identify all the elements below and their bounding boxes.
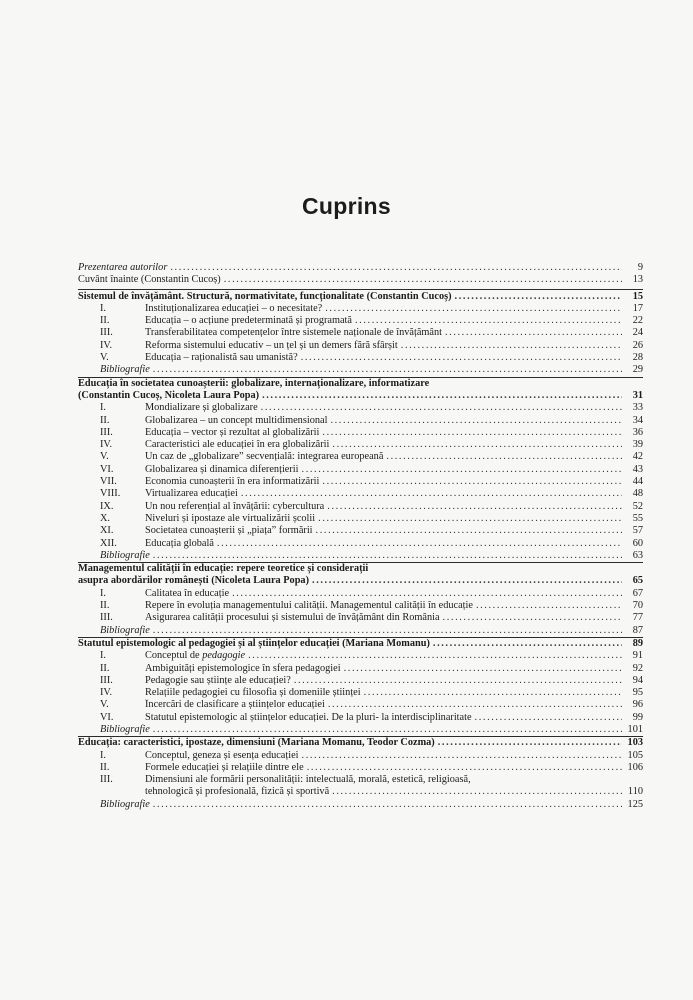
bibliography-label: Bibliografie (100, 549, 150, 561)
section-number: VI. (100, 711, 114, 723)
dot-leader (438, 737, 622, 749)
dot-leader (318, 513, 622, 525)
section-entry (78, 687, 643, 699)
section-number: VIII. (100, 488, 121, 500)
page-number: 65 (632, 575, 643, 587)
dot-leader (241, 488, 622, 500)
section-number: III. (100, 674, 113, 686)
section-title: Niveluri și ipostaze ale virtualizării școlii (145, 512, 316, 524)
dot-leader (344, 663, 622, 675)
section-number: IV. (100, 687, 113, 699)
dot-leader (294, 675, 622, 687)
section-entry (78, 699, 643, 711)
section-number: III. (100, 327, 113, 339)
page-number: 43 (632, 463, 643, 475)
section-number: VI. (100, 463, 114, 475)
page-number: 55 (632, 512, 643, 524)
dot-leader (401, 340, 622, 352)
section-entry (78, 501, 643, 513)
dot-leader (476, 600, 622, 612)
page-number: 13 (632, 274, 643, 286)
chapter-title: (Constantin Cucoș, Nicoleta Laura Popa) (78, 389, 260, 401)
dot-leader (217, 538, 622, 550)
section-entry (78, 675, 643, 687)
page-number: 39 (632, 439, 643, 451)
page-number: 17 (632, 302, 643, 314)
bibliography-label: Bibliografie (100, 364, 150, 376)
page-number: 67 (632, 587, 643, 599)
section-entry-continued (78, 786, 643, 798)
table-of-contents (78, 262, 643, 811)
dot-leader (307, 762, 622, 774)
section-entry (78, 451, 643, 463)
dot-leader (445, 327, 622, 339)
bibliography-entry (78, 799, 643, 811)
section-entry (78, 600, 643, 612)
dot-leader (433, 638, 622, 650)
dot-leader (153, 799, 622, 811)
section-title: Educația – o acțiune predeterminată și programată (145, 315, 352, 327)
section-title: Asigurarea calității procesului și sistemului de învățământ din România (145, 612, 440, 624)
section-number: II. (100, 600, 110, 612)
section-entry (78, 650, 643, 662)
section-number: I. (100, 650, 107, 662)
page-number: 34 (632, 414, 643, 426)
section-title: Educația – raționalistă sau umanistă? (145, 352, 298, 364)
dot-leader (153, 550, 622, 562)
section-title: Caracteristici ale educației în era globalizării (145, 439, 330, 451)
page-number: 95 (632, 687, 643, 699)
page-number: 48 (632, 488, 643, 500)
section-number: II. (100, 662, 110, 674)
page-title: Cuprins (302, 193, 391, 219)
page-number: 99 (632, 711, 643, 723)
page-number: 42 (632, 451, 643, 463)
section-number: VII. (100, 476, 117, 488)
section-title: Mondializare și globalizare (145, 402, 258, 414)
dot-leader (312, 575, 622, 587)
dot-leader (386, 451, 622, 463)
section-title: Instituționalizarea educației – o necesitate? (145, 302, 323, 314)
dot-leader (475, 712, 622, 724)
section-title: Economia cunoașterii în era informatizării (145, 476, 320, 488)
bibliography-entry (78, 625, 643, 637)
section-title: Virtualizarea educației (145, 488, 238, 500)
page-number: 24 (632, 327, 643, 339)
section-entry (78, 663, 643, 675)
dot-leader (332, 786, 622, 798)
page-number: 15 (632, 290, 643, 302)
dot-leader (328, 699, 622, 711)
section-entry (78, 303, 643, 315)
section-number: III. (100, 612, 113, 624)
page-number: 103 (627, 737, 643, 749)
section-title: Relațiile pedagogiei cu filosofia și domeniile științei (145, 687, 361, 699)
section-number: III. (100, 426, 113, 438)
front-entry (78, 274, 643, 286)
section-title: Societatea cunoașterii și „piața” formării (145, 525, 313, 537)
page-number: 96 (632, 699, 643, 711)
section-title: Globalizarea – un concept multidimensional (145, 414, 328, 426)
chapter-title: Managementul calității în educație: repere teoretice și considerații (78, 563, 369, 575)
section-number: I. (100, 749, 107, 761)
section-entry (78, 415, 643, 427)
page-number: 31 (632, 389, 643, 401)
section-title: tehnologică și profesională, fizică și sportivă (145, 786, 330, 798)
section-number: III. (100, 774, 113, 786)
section-entry (78, 538, 643, 550)
section-title: Calitatea în educație (145, 587, 230, 599)
bibliography-entry (78, 550, 643, 562)
section-entry (78, 513, 643, 525)
bibliography-label: Bibliografie (100, 723, 150, 735)
chapter-heading (78, 390, 643, 402)
bibliography-label: Bibliografie (100, 624, 150, 636)
section-number: V. (100, 699, 109, 711)
page-number: 63 (632, 549, 643, 561)
section-number: XII. (100, 537, 117, 549)
chapter-divider (78, 289, 643, 290)
entry-title: Cuvânt înainte (Constantin Cucoș) (78, 274, 221, 286)
section-entry (78, 612, 643, 624)
page-number: 101 (627, 723, 643, 735)
section-entry (78, 352, 643, 364)
page-number: 91 (632, 650, 643, 662)
section-title: Ambiguități epistemologice în sfera pedagogiei (145, 662, 341, 674)
section-title: Transferabilitatea competențelor între sistemele naționale de învățământ (145, 327, 442, 339)
section-entry (78, 525, 643, 537)
section-number: X. (100, 512, 111, 524)
section-title: Statutul epistemologic al științelor educației. De la pluri- la interdisciplinaritate (145, 711, 472, 723)
page-number: 77 (632, 612, 643, 624)
bibliography-label: Bibliografie (100, 798, 150, 810)
chapter-title: Statutul epistemologic al pedagogiei și al științelor educației (Mariana Momanu) (78, 637, 430, 649)
chapter-title: Educația: caracteristici, ipostaze, dimensiuni (Mariana Momanu, Teodor Cozma) (78, 737, 435, 749)
page-number: 9 (637, 262, 643, 273)
page-number: 92 (632, 662, 643, 674)
section-entry (78, 464, 643, 476)
section-title: Conceptul, geneza și esența educației (145, 749, 299, 761)
section-entry (78, 750, 643, 762)
dot-leader (302, 750, 622, 762)
chapter-title: Educația în societatea cunoașterii: globalizare, internaționalizare, informatizare (78, 377, 430, 389)
page-number: 60 (632, 537, 643, 549)
page-number: 57 (632, 525, 643, 537)
page-number: 70 (632, 600, 643, 612)
dot-leader (330, 415, 622, 427)
page-number: 26 (632, 339, 643, 351)
bibliography-entry (78, 364, 643, 376)
section-title: Pedagogie sau științe ale educației? (145, 674, 291, 686)
dot-leader (364, 687, 622, 699)
dot-leader (332, 439, 622, 451)
section-number: II. (100, 414, 110, 426)
dot-leader (327, 501, 622, 513)
dot-leader (153, 625, 622, 637)
page-number: 28 (632, 352, 643, 364)
dot-leader (262, 390, 622, 402)
section-entry (78, 712, 643, 724)
chapter-title: Sistemul de învățământ. Structură, normativitate, funcționalitate (Constantin Cucoș) (78, 290, 452, 302)
section-entry (78, 315, 643, 327)
chapter-heading (78, 575, 643, 587)
page-number: 87 (632, 624, 643, 636)
dot-leader (455, 291, 622, 303)
chapter-heading (78, 378, 643, 390)
dot-leader (355, 315, 622, 327)
section-number: V. (100, 352, 109, 364)
section-title: Globalizarea și dinamica diferențierii (145, 463, 299, 475)
dot-leader (261, 402, 622, 414)
page-number: 22 (632, 315, 643, 327)
dot-leader (301, 352, 622, 364)
page-number: 44 (632, 476, 643, 488)
page-number: 94 (632, 674, 643, 686)
section-number: I. (100, 302, 107, 314)
section-title: Reforma sistemului educativ – un țel și un demers fără sfârșit (145, 339, 398, 351)
section-number: IV. (100, 439, 113, 451)
chapter-heading (78, 737, 643, 749)
chapter-heading (78, 638, 643, 650)
section-entry (78, 488, 643, 500)
chapter-heading (78, 291, 643, 303)
page-number: 52 (632, 500, 643, 512)
section-entry (78, 340, 643, 352)
section-number: II. (100, 761, 110, 773)
section-entry (78, 476, 643, 488)
section-entry (78, 588, 643, 600)
section-title: Un nou referențial al învățării: cybercultura (145, 500, 325, 512)
section-title: Dimensiuni ale formării personalității: intelectuală, morală, estetică, religioasă, (145, 774, 471, 786)
dot-leader (322, 427, 622, 439)
dot-leader (153, 364, 622, 376)
page-number: 106 (627, 761, 643, 773)
page-number: 29 (632, 364, 643, 376)
section-number: I. (100, 587, 107, 599)
page-number: 33 (632, 402, 643, 414)
page-number: 110 (627, 786, 643, 798)
section-entry (78, 327, 643, 339)
page-number: 105 (627, 749, 643, 761)
section-entry (78, 762, 643, 774)
dot-leader (316, 525, 622, 537)
emphasized-term: pedagogie (202, 650, 246, 662)
dot-leader (248, 650, 622, 662)
section-number: I. (100, 402, 107, 414)
entry-title: Prezentarea autorilor (78, 262, 168, 273)
section-number: XI. (100, 525, 114, 537)
section-entry (78, 402, 643, 414)
dot-leader (224, 274, 622, 286)
chapter-title: asupra abordărilor românești (Nicoleta Laura Popa) (78, 575, 310, 587)
section-entry (78, 427, 643, 439)
section-title: Educația – vector și rezultat al globalizării (145, 426, 320, 438)
bibliography-entry (78, 724, 643, 736)
section-title: Conceptul de pedagogie (145, 650, 246, 662)
dot-leader (325, 303, 622, 315)
dot-leader (322, 476, 622, 488)
section-entry (78, 439, 643, 451)
page-number: 36 (632, 426, 643, 438)
dot-leader (232, 588, 622, 600)
dot-leader (170, 262, 622, 274)
page-number: 89 (632, 637, 643, 649)
section-title: Încercări de clasificare a științelor educației (145, 699, 325, 711)
dot-leader (153, 724, 622, 736)
dot-leader (302, 464, 622, 476)
dot-leader (443, 612, 622, 624)
section-number: IX. (100, 500, 114, 512)
section-title: Repere în evoluția managementului calității. Managementul calității în educație (145, 600, 473, 612)
section-number: IV. (100, 339, 113, 351)
section-title: Un caz de „globalizare” secvențială: integrarea europeană (145, 451, 384, 463)
front-entry (78, 262, 643, 274)
section-title: Educația globală (145, 537, 214, 549)
page-number: 125 (627, 798, 643, 810)
section-title: Formele educației și relațiile dintre ele (145, 761, 304, 773)
section-number: V. (100, 451, 109, 463)
section-number: II. (100, 315, 110, 327)
section-entry (78, 774, 643, 786)
chapter-heading (78, 563, 643, 575)
